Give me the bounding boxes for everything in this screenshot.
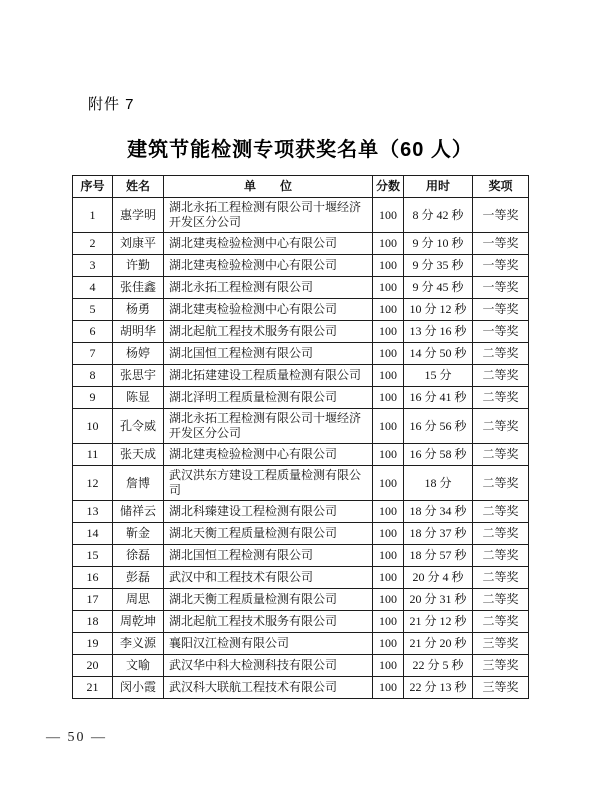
cell-time: 9 分 10 秒: [404, 233, 473, 255]
cell-time: 14 分 50 秒: [404, 343, 473, 365]
cell-score: 100: [373, 633, 404, 655]
cell-time: 9 分 45 秒: [404, 277, 473, 299]
cell-no: 16: [73, 567, 113, 589]
cell-unit: 湖北拓建建设工程质量检测有限公司: [164, 365, 373, 387]
cell-unit: 武汉中和工程技术有限公司: [164, 567, 373, 589]
cell-award: 二等奖: [473, 501, 529, 523]
cell-time: 9 分 35 秒: [404, 255, 473, 277]
cell-unit: 襄阳汉江检测有限公司: [164, 633, 373, 655]
col-header-score: 分数: [373, 176, 404, 198]
cell-no: 12: [73, 466, 113, 501]
cell-name: 文喻: [113, 655, 164, 677]
table-row: [73, 233, 529, 255]
cell-unit: 湖北建夷检验检测中心有限公司: [164, 255, 373, 277]
table-row: [73, 633, 529, 655]
cell-unit: 武汉科大联航工程技术有限公司: [164, 677, 373, 699]
cell-no: 17: [73, 589, 113, 611]
col-header-time: 用时: [404, 176, 473, 198]
cell-unit: 湖北国恒工程检测有限公司: [164, 343, 373, 365]
cell-unit: 湖北永拓工程检测有限公司十堰经济开发区分公司: [164, 198, 373, 233]
cell-unit: 湖北建夷检验检测中心有限公司: [164, 299, 373, 321]
cell-no: 11: [73, 444, 113, 466]
cell-name: 张佳鑫: [113, 277, 164, 299]
cell-unit: 湖北永拓工程检测有限公司: [164, 277, 373, 299]
table-row: [73, 321, 529, 343]
attachment-label: 附件 7: [88, 96, 135, 113]
table-row: [73, 501, 529, 523]
cell-score: 100: [373, 677, 404, 699]
cell-time: 16 分 56 秒: [404, 409, 473, 444]
cell-name: 孔令威: [113, 409, 164, 444]
cell-time: 20 分 4 秒: [404, 567, 473, 589]
cell-time: 21 分 12 秒: [404, 611, 473, 633]
cell-score: 100: [373, 198, 404, 233]
table-row: [73, 466, 529, 501]
cell-name: 刘康平: [113, 233, 164, 255]
cell-no: 15: [73, 545, 113, 567]
cell-no: 21: [73, 677, 113, 699]
cell-name: 陈显: [113, 387, 164, 409]
cell-award: 二等奖: [473, 365, 529, 387]
cell-name: 惠学明: [113, 198, 164, 233]
cell-name: 杨勇: [113, 299, 164, 321]
cell-time: 10 分 12 秒: [404, 299, 473, 321]
cell-time: 15 分: [404, 365, 473, 387]
cell-score: 100: [373, 466, 404, 501]
cell-score: 100: [373, 567, 404, 589]
cell-unit: 湖北永拓工程检测有限公司十堰经济开发区分公司: [164, 409, 373, 444]
cell-unit: 湖北起航工程技术服务有限公司: [164, 611, 373, 633]
cell-award: 一等奖: [473, 277, 529, 299]
table-row: [73, 409, 529, 444]
col-header-award: 奖项: [473, 176, 529, 198]
cell-no: 13: [73, 501, 113, 523]
page-number: — 50 —: [46, 730, 107, 745]
cell-award: 二等奖: [473, 611, 529, 633]
table-row: [73, 255, 529, 277]
table-row: [73, 343, 529, 365]
cell-no: 19: [73, 633, 113, 655]
table-row: [73, 545, 529, 567]
cell-time: 16 分 41 秒: [404, 387, 473, 409]
cell-time: 20 分 31 秒: [404, 589, 473, 611]
cell-no: 9: [73, 387, 113, 409]
table-header-row: [73, 176, 529, 198]
cell-time: 18 分 34 秒: [404, 501, 473, 523]
cell-award: 二等奖: [473, 466, 529, 501]
cell-award: 二等奖: [473, 545, 529, 567]
cell-award: 二等奖: [473, 444, 529, 466]
cell-score: 100: [373, 545, 404, 567]
cell-name: 储祥云: [113, 501, 164, 523]
cell-award: 三等奖: [473, 677, 529, 699]
table-row: [73, 655, 529, 677]
cell-score: 100: [373, 233, 404, 255]
cell-no: 7: [73, 343, 113, 365]
col-header-unit: 单 位: [164, 176, 373, 198]
cell-award: 一等奖: [473, 233, 529, 255]
cell-award: 二等奖: [473, 409, 529, 444]
cell-unit: 湖北泽明工程质量检测有限公司: [164, 387, 373, 409]
cell-no: 2: [73, 233, 113, 255]
cell-score: 100: [373, 299, 404, 321]
cell-score: 100: [373, 277, 404, 299]
cell-name: 杨婷: [113, 343, 164, 365]
award-table: [72, 175, 529, 699]
cell-name: 胡明华: [113, 321, 164, 343]
cell-no: 20: [73, 655, 113, 677]
cell-time: 18 分: [404, 466, 473, 501]
cell-name: 李义源: [113, 633, 164, 655]
cell-time: 18 分 37 秒: [404, 523, 473, 545]
cell-score: 100: [373, 387, 404, 409]
cell-score: 100: [373, 501, 404, 523]
cell-no: 4: [73, 277, 113, 299]
cell-name: 周思: [113, 589, 164, 611]
cell-unit: 湖北科臻建设工程检测有限公司: [164, 501, 373, 523]
table-row: [73, 567, 529, 589]
table-body: [73, 198, 529, 699]
cell-name: 闵小霞: [113, 677, 164, 699]
cell-score: 100: [373, 589, 404, 611]
table-row: [73, 444, 529, 466]
cell-award: 一等奖: [473, 321, 529, 343]
table-row: [73, 589, 529, 611]
cell-name: 张思宇: [113, 365, 164, 387]
cell-name: 周乾坤: [113, 611, 164, 633]
cell-score: 100: [373, 321, 404, 343]
col-header-name: 姓名: [113, 176, 164, 198]
cell-time: 22 分 5 秒: [404, 655, 473, 677]
cell-unit: 湖北起航工程技术服务有限公司: [164, 321, 373, 343]
cell-score: 100: [373, 255, 404, 277]
cell-award: 一等奖: [473, 198, 529, 233]
table-row: [73, 387, 529, 409]
cell-unit: 湖北天衡工程质量检测有限公司: [164, 523, 373, 545]
table-row: [73, 365, 529, 387]
cell-no: 3: [73, 255, 113, 277]
table-row: [73, 677, 529, 699]
cell-time: 18 分 57 秒: [404, 545, 473, 567]
cell-name: 彭磊: [113, 567, 164, 589]
cell-name: 靳金: [113, 523, 164, 545]
cell-award: 一等奖: [473, 299, 529, 321]
cell-score: 100: [373, 523, 404, 545]
cell-no: 10: [73, 409, 113, 444]
cell-unit: 湖北国恒工程检测有限公司: [164, 545, 373, 567]
table-row: [73, 611, 529, 633]
cell-no: 8: [73, 365, 113, 387]
cell-time: 21 分 20 秒: [404, 633, 473, 655]
cell-time: 22 分 13 秒: [404, 677, 473, 699]
cell-unit: 湖北建夷检验检测中心有限公司: [164, 233, 373, 255]
cell-score: 100: [373, 611, 404, 633]
cell-time: 16 分 58 秒: [404, 444, 473, 466]
cell-award: 二等奖: [473, 387, 529, 409]
cell-no: 14: [73, 523, 113, 545]
cell-award: 二等奖: [473, 567, 529, 589]
cell-no: 6: [73, 321, 113, 343]
cell-unit: 湖北天衡工程质量检测有限公司: [164, 589, 373, 611]
cell-score: 100: [373, 343, 404, 365]
cell-unit: 湖北建夷检验检测中心有限公司: [164, 444, 373, 466]
cell-award: 三等奖: [473, 655, 529, 677]
cell-award: 三等奖: [473, 633, 529, 655]
cell-unit: 武汉洪东方建设工程质量检测有限公司: [164, 466, 373, 501]
table-row: [73, 277, 529, 299]
cell-name: 詹博: [113, 466, 164, 501]
cell-time: 8 分 42 秒: [404, 198, 473, 233]
page-title: 建筑节能检测专项获奖名单（60 人）: [127, 139, 473, 161]
cell-score: 100: [373, 409, 404, 444]
table-row: [73, 299, 529, 321]
cell-score: 100: [373, 444, 404, 466]
cell-time: 13 分 16 秒: [404, 321, 473, 343]
cell-name: 许勤: [113, 255, 164, 277]
cell-score: 100: [373, 365, 404, 387]
cell-award: 二等奖: [473, 523, 529, 545]
cell-unit: 武汉华中科大检测科技有限公司: [164, 655, 373, 677]
cell-name: 徐磊: [113, 545, 164, 567]
cell-score: 100: [373, 655, 404, 677]
col-header-no: 序号: [73, 176, 113, 198]
table-row: [73, 198, 529, 233]
cell-no: 18: [73, 611, 113, 633]
table-row: [73, 523, 529, 545]
cell-award: 二等奖: [473, 343, 529, 365]
cell-no: 1: [73, 198, 113, 233]
cell-award: 一等奖: [473, 255, 529, 277]
cell-no: 5: [73, 299, 113, 321]
cell-award: 二等奖: [473, 589, 529, 611]
cell-name: 张天成: [113, 444, 164, 466]
